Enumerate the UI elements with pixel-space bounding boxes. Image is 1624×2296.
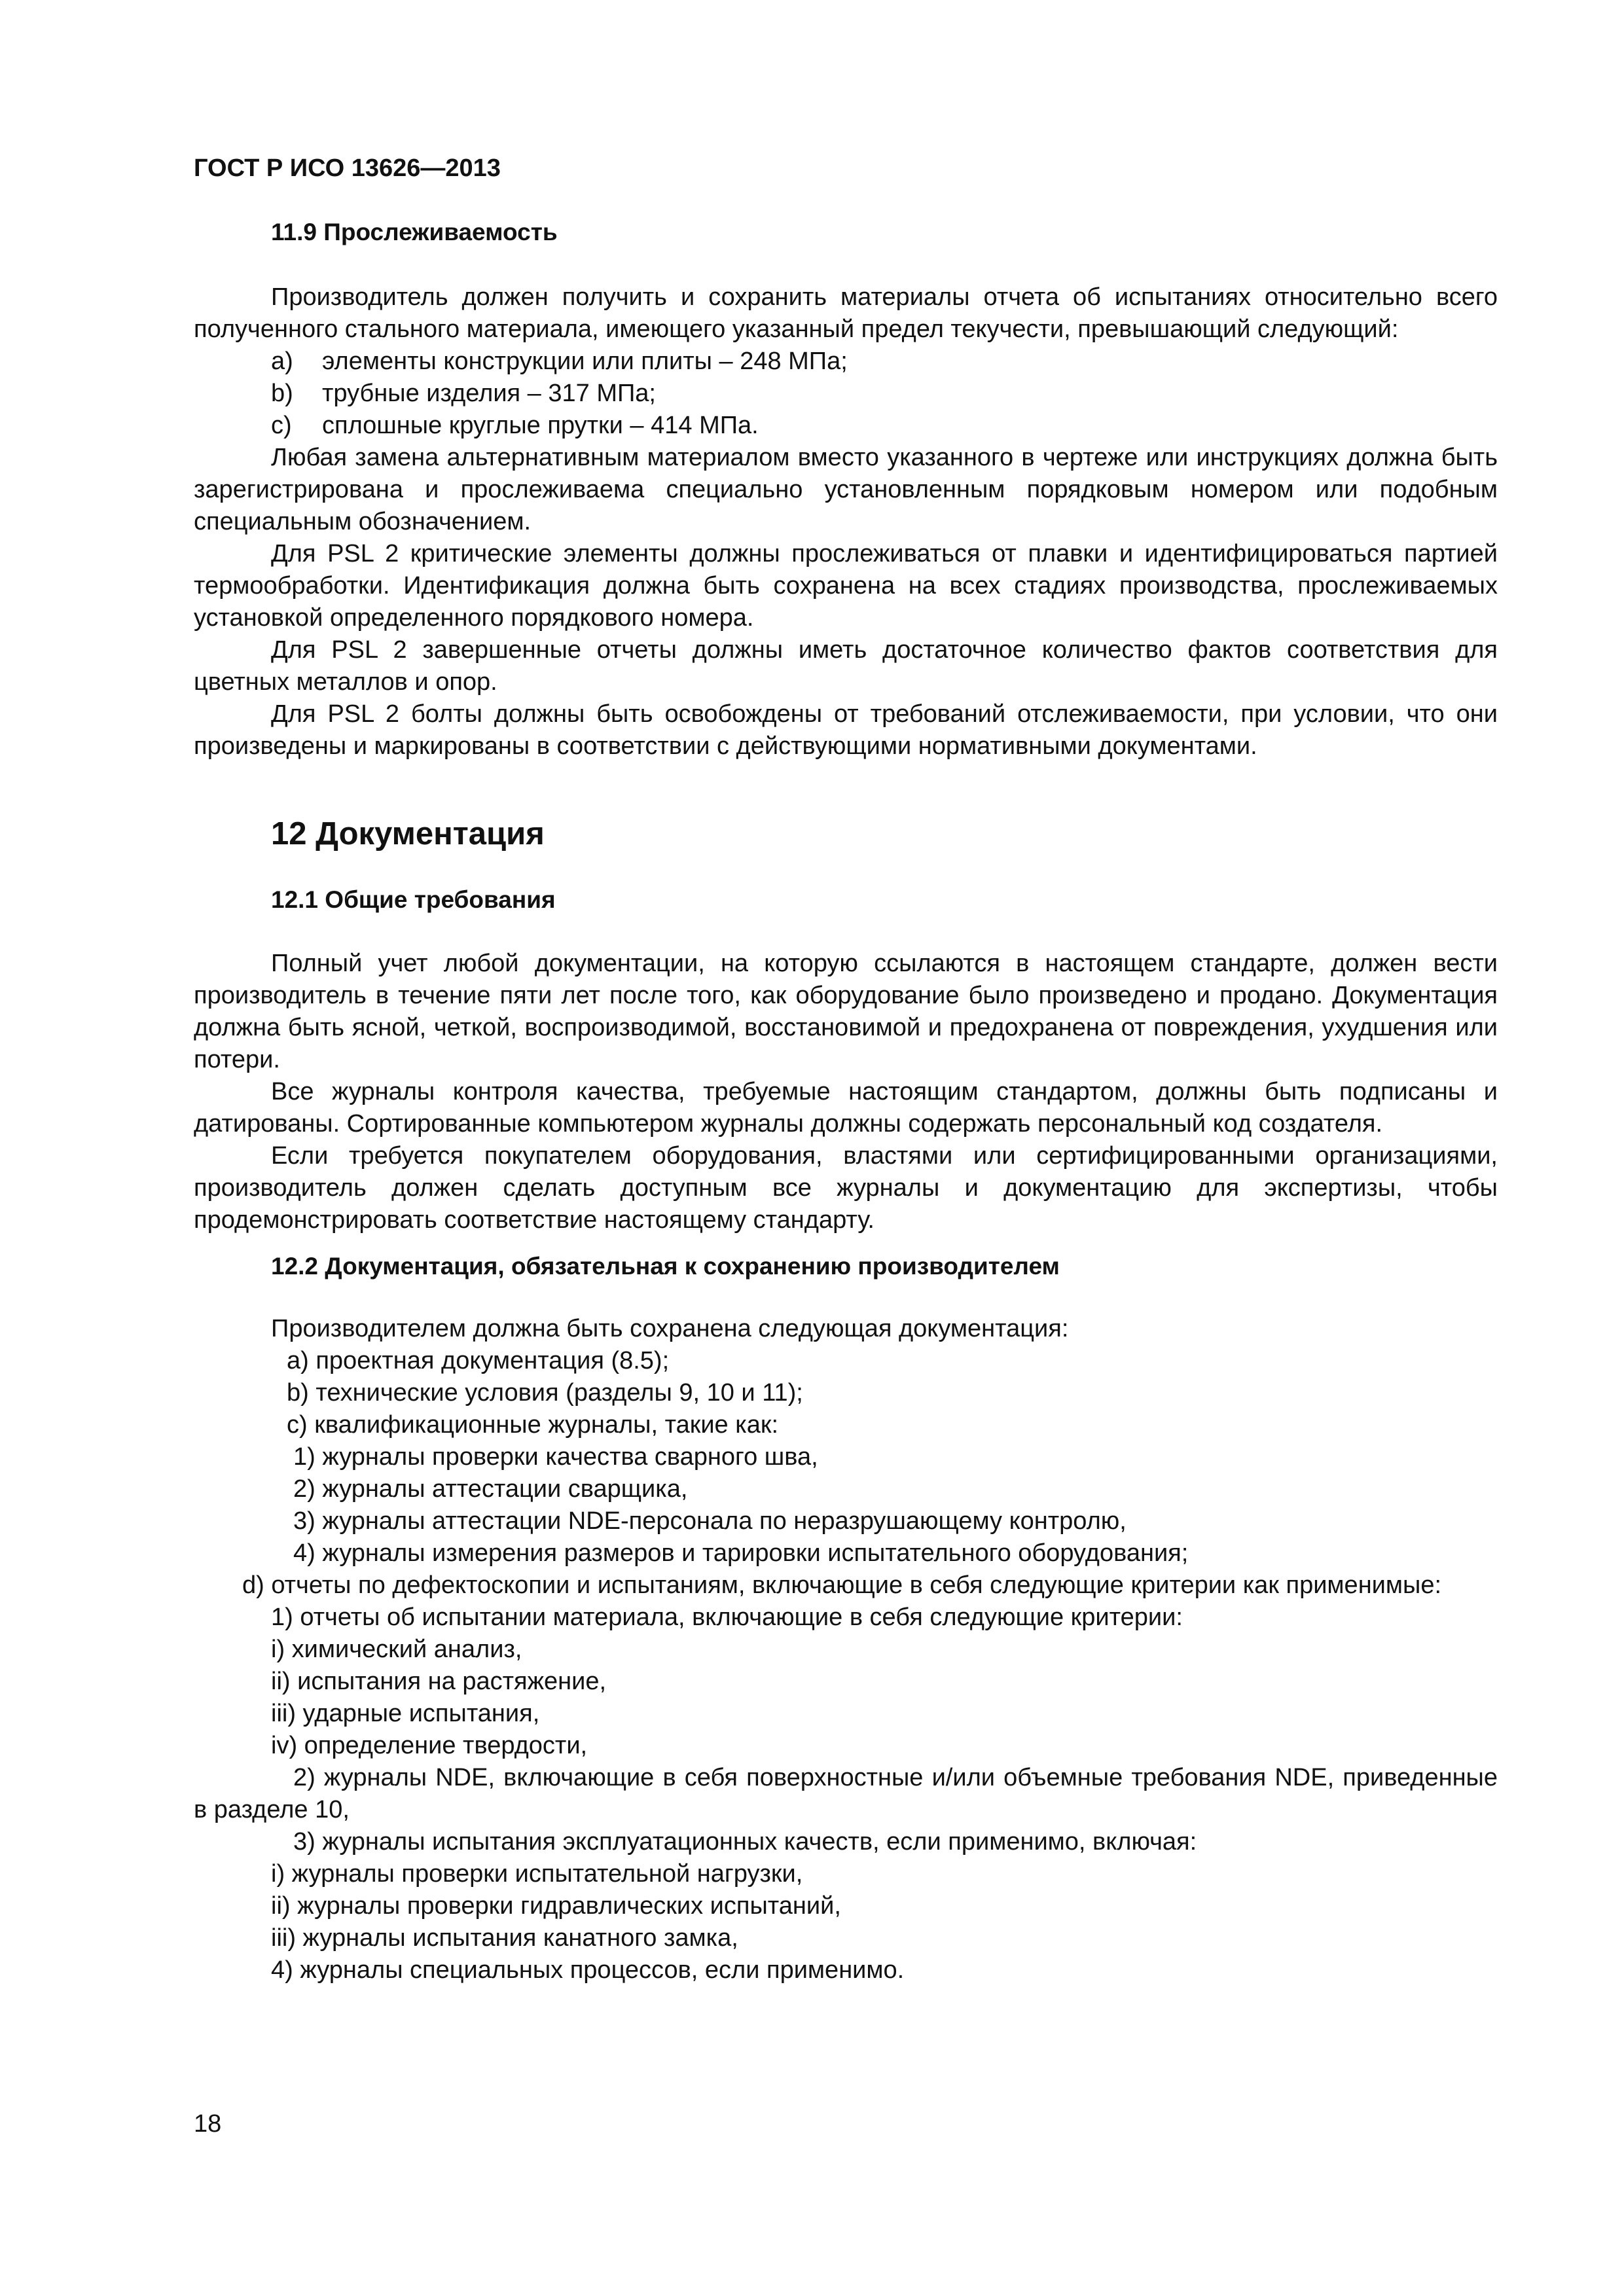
section-12-1-title: 12.1 Общие требования (271, 886, 556, 913)
list-item (194, 346, 1498, 378)
paragraph: 2) журналы NDE, включающие в себя поверхностные и/или объемные требования NDE, приведенные в разделе 10, (194, 1764, 1498, 1823)
list-line: iii) ударные испытания, (271, 1700, 540, 1727)
list-line: 2) журналы аттестации сварщика, (293, 1475, 688, 1503)
section-12-title: 12 Документация (271, 816, 545, 852)
list-line: c) квалификационные журналы, такие как: (287, 1411, 779, 1439)
list-line: b) технические условия (разделы 9, 10 и 11); (287, 1379, 803, 1407)
paragraph: Для PSL 2 завершенные отчеты должны иметь достаточное количество фактов соответствия для цветных металлов и опор. (194, 636, 1498, 696)
section-11-9-body (194, 281, 1498, 762)
paragraph: Производитель должен получить и сохранить материалы отчета об испытаниях относительно всего полученного стального материала, имеющего указанный предел текучести, превышающий следующий: (194, 283, 1498, 343)
paragraph: Для PSL 2 болты должны быть освобождены от требований отслеживаемости, при условии, что они произведены и маркированы в соответствии с действующими нормативными документами. (194, 700, 1498, 760)
section-12-2-title: 12.2 Документация, обязательная к сохранению производителем (271, 1253, 1060, 1280)
page-number: 18 (194, 2110, 222, 2138)
list-line: iv) определение твердости, (271, 1732, 588, 1759)
list-text: элементы конструкции или плиты – 248 МПа; (322, 348, 848, 375)
list-line: ii) испытания на растяжение, (271, 1668, 607, 1695)
section-11-9-title: 11.9 Прослеживаемость (271, 219, 558, 245)
paragraph: Если требуется покупателем оборудования, властями или сертифицированными организациями, производитель должен сделать доступным все журналы и документацию для экспертизы, чтобы продемонстрировать соответствие настоящему стандарту. (194, 1142, 1498, 1234)
section-12-2-body (194, 1313, 1498, 1986)
list-line: 1) журналы проверки качества сварного шва, (293, 1443, 818, 1471)
list-line: a) проектная документация (8.5); (287, 1347, 670, 1374)
paragraph: d) отчеты по дефектоскопии и испытаниям, включающие в себя следующие критерии как применимые: (242, 1571, 1442, 1599)
list-item (194, 378, 1498, 410)
list-label: a) (271, 348, 293, 375)
list-label: c) (271, 412, 292, 439)
list-line: ii) журналы проверки гидравлических испытаний, (271, 1892, 841, 1920)
list-line: 3) журналы аттестации NDE-персонала по неразрушающему контролю, (293, 1507, 1127, 1535)
section-12-1-body (194, 948, 1498, 1236)
list-line: iii) журналы испытания канатного замка, (271, 1924, 738, 1952)
list-line: 3) журналы испытания эксплуатационных качеств, если применимо, включая: (293, 1828, 1197, 1856)
list-line: 1) отчеты об испытании материала, включающие в себя следующие критерии: (271, 1604, 1183, 1631)
list-item (194, 410, 1498, 442)
list-text: трубные изделия – 317 МПа; (322, 380, 656, 407)
list-line: i) журналы проверки испытательной нагрузки, (271, 1860, 803, 1888)
list-line: 4) журналы специальных процессов, если применимо. (271, 1956, 905, 1984)
list-text: сплошные круглые прутки – 414 МПа. (322, 412, 759, 439)
paragraph: Производителем должна быть сохранена следующая документация: (271, 1315, 1069, 1342)
paragraph: Для PSL 2 критические элементы должны прослеживаться от плавки и идентифицироваться партией термообработки. Идентификация должна быть сохранена на всех стадиях производства, прослеживаемых установкой определенного порядкового номера. (194, 540, 1498, 632)
list-label: b) (271, 380, 293, 407)
list-line: i) химический анализ, (271, 1636, 522, 1663)
paragraph: Полный учет любой документации, на которую ссылаются в настоящем стандарте, должен вести производитель в течение пяти лет после того, как оборудование было произведено и продано. Документация должна быть ясной, четкой, воспроизводимой, восстановимой и предохранена от повреждения, ухудшения или потери. (194, 950, 1498, 1073)
paragraph: Любая замена альтернативным материалом вместо указанного в чертеже или инструкциях должна быть зарегистрирована и прослеживаема специально установленным порядковым номером или подобным специальным обозначением. (194, 444, 1498, 535)
list-line: 4) журналы измерения размеров и тарировки испытательного оборудования; (293, 1539, 1189, 1567)
document-header: ГОСТ Р ИСО 13626—2013 (194, 154, 501, 182)
paragraph: Все журналы контроля качества, требуемые настоящим стандартом, должны быть подписаны и датированы. Сортированные компьютером журналы должны содержать персональный код создателя. (194, 1078, 1498, 1138)
